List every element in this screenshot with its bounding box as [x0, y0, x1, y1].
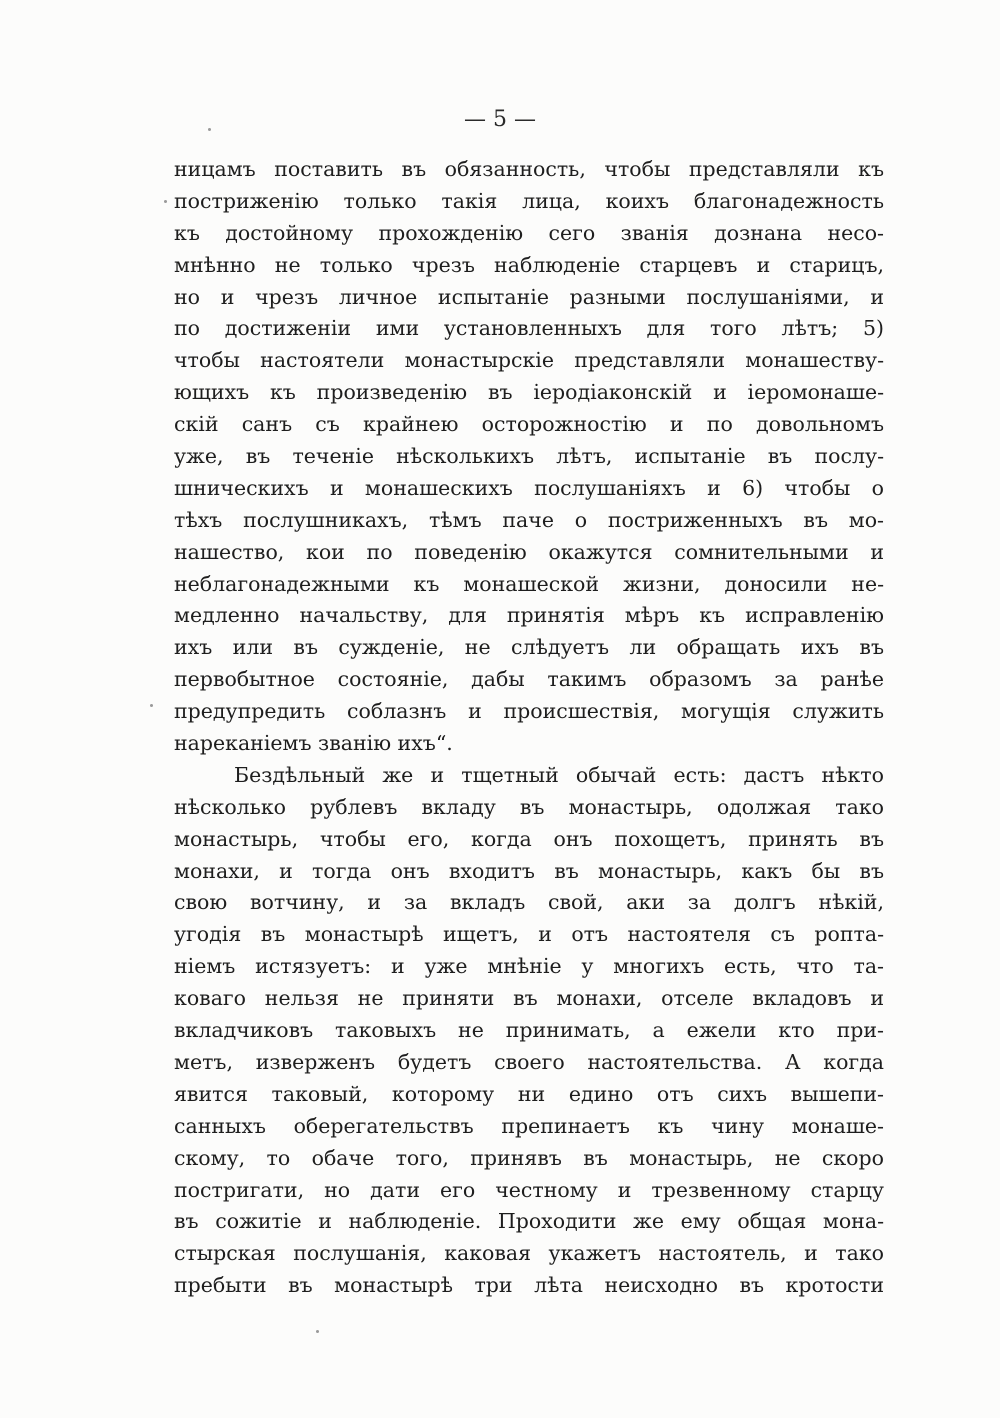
- text-line: постригати, но дати его честному и трезвенному старцу: [174, 1177, 884, 1202]
- text-line: явится таковый, которому ни едино отъ сихъ вышепи-: [174, 1081, 884, 1106]
- text-line: медленно начальству, для принятія мѣръ къ исправленію: [174, 603, 884, 628]
- text-line: ющихъ къ произведенію въ іеродіаконскій и іеромонаше-: [174, 380, 884, 405]
- text-line: скій санъ съ крайнею осторожностію и по довольномъ: [174, 412, 884, 437]
- text-line: стырская послушанія, каковая укажетъ настоятель, и тако: [174, 1241, 884, 1266]
- text-line: неблагонадежными къ монашеской жизни, доносили не-: [174, 571, 884, 596]
- paragraph: [174, 760, 884, 1302]
- text-line: нашество, кои по поведенію окажутся сомнительными и: [174, 539, 884, 564]
- text-line: угодія въ монастырѣ ищетъ, и отъ настоятеля съ ропта-: [174, 922, 884, 947]
- text-line: скому, то обаче того, принявъ въ монастырь, не скоро: [174, 1145, 884, 1170]
- text-line: мнѣнно не только чрезъ наблюденіе старцевъ и старицъ,: [174, 252, 884, 277]
- text-line: шническихъ и монашескихъ послушаніяхъ и 6) чтобы о: [174, 475, 884, 500]
- text-line: ихъ или въ сужденіе, не слѣдуетъ ли обращать ихъ въ: [174, 635, 884, 660]
- text-line: нѣсколько рублевъ вкладу въ монастырь, одолжая тако: [174, 794, 884, 819]
- text-line: уже, въ теченіе нѣсколькихъ лѣтъ, испытаніе въ послу-: [174, 444, 884, 469]
- text-line: но и чрезъ личное испытаніе разными послушаніями, и: [174, 284, 884, 309]
- text-line: пребыти въ монастырѣ три лѣта неисходно въ кротости: [174, 1273, 884, 1298]
- text-line: въ сожитіе и наблюденіе. Проходити же ему общая мона-: [174, 1209, 884, 1234]
- text-line: нареканіемъ званію ихъ“.: [174, 731, 453, 756]
- page-body-text: [174, 154, 884, 1302]
- scan-speck: [164, 200, 167, 203]
- text-line: ницамъ поставить въ обязанность, чтобы представляли къ: [174, 157, 884, 181]
- text-line: по достиженіи ими установленныхъ для того лѣтъ; 5): [174, 316, 884, 341]
- text-line: къ достойному прохожденію сего званія дознана несо-: [174, 220, 884, 245]
- text-line: постриженію только такія лица, коихъ благонадежность: [174, 188, 884, 213]
- text-line: монахи, и тогда онъ входитъ въ монастырь, какъ бы въ: [174, 858, 884, 883]
- text-line: первобытное состояніе, дабы такимъ образомъ за ранѣе: [174, 667, 884, 692]
- text-line: ніемъ истязуетъ: и уже мнѣніе у многихъ есть, что та-: [174, 954, 884, 979]
- text-line: предупредить соблазнъ и происшествія, могущія служить: [174, 699, 884, 724]
- text-line: санныхъ оберегательствъ препинаетъ къ чину монаше-: [174, 1113, 884, 1138]
- text-line: Бездѣльный же и тщетный обычай есть: дастъ нѣкто: [234, 762, 884, 787]
- text-line: коваго нельзя не приняти въ монахи, отселе вкладовъ и: [174, 986, 884, 1011]
- text-line: монастырь, чтобы его, когда онъ похощетъ, принять въ: [174, 826, 884, 851]
- text-line: чтобы настоятели монастырскіе представляли монашеству-: [174, 348, 884, 373]
- text-line: свою вотчину, и за вкладъ свой, аки за долгъ нѣкій,: [174, 890, 884, 915]
- text-line: вкладчиковъ таковыхъ не принимать, а ежели кто при-: [174, 1018, 884, 1043]
- scan-speck: [316, 1330, 319, 1333]
- scan-speck: [150, 704, 153, 707]
- text-line: тѣхъ послушникахъ, тѣмъ паче о постриженныхъ въ мо-: [174, 507, 884, 532]
- paragraph: [174, 154, 884, 760]
- text-line: метъ, изверженъ будетъ своего настоятельства. А когда: [174, 1049, 884, 1074]
- scan-speck: [208, 128, 211, 131]
- page-number: — 5 —: [464, 107, 536, 132]
